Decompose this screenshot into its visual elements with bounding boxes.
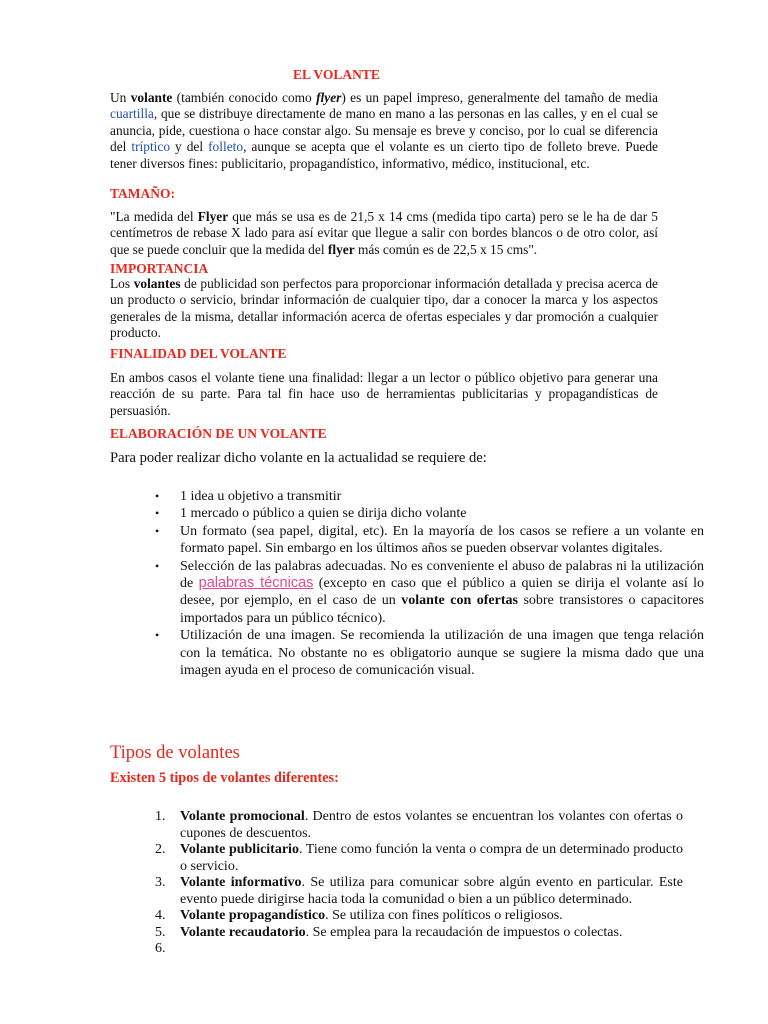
- text-run: sobre transistores o capacitores importados para un público técnico).: [180, 593, 704, 626]
- list-item: [155, 875, 683, 908]
- type-name: Volante informativo: [180, 875, 302, 890]
- link-cuartilla[interactable]: cuartilla: [110, 106, 154, 122]
- type-description: . Se utiliza para comunicar sobre algún evento en particular. Este evento puede dirigirse hacia toda la comunidad o bien a un público determinado.: [180, 875, 683, 907]
- list-number: 1.: [155, 809, 166, 824]
- link-triptico[interactable]: tríptico: [131, 139, 171, 155]
- text-run: ) es un papel impreso, generalmente del tamaño de media: [341, 90, 658, 105]
- bold-term: flyer: [327, 241, 355, 257]
- link-folleto[interactable]: folleto: [208, 139, 244, 155]
- text-run: y del: [170, 139, 209, 155]
- text-run: Los: [110, 276, 134, 291]
- finalidad-heading: FINALIDAD DEL VOLANTE: [110, 346, 287, 361]
- type-name: Volante propagandístico: [180, 908, 326, 923]
- bold-term: Flyer: [197, 209, 229, 224]
- list-item: • Un formato (sea papel, digital, etc). En la mayoría de los casos se refiere a un volante en formato papel. Sin embargo en los últimos años se pueden observar volantes digitales.: [180, 523, 704, 558]
- list-number: 2.: [155, 842, 166, 857]
- list-number: 3.: [155, 875, 166, 890]
- type-description: . Dentro de estos volantes se encuentran los volantes con ofertas o cupones de descuentos.: [180, 809, 683, 841]
- text-run: de publicidad son perfectos para proporcionar información detallada y precisa acerca de un producto o servicio, brindar información de cualquier tipo, dar a conocer la marca y los aspectos generales de la misma, detallar información acerca de ofertas especiales y dar promoción a cualquier producto.: [110, 276, 658, 341]
- text-run: (excepto en caso que el público a quien se dirija el volante así lo desee, por ejemplo, en el caso de un: [180, 576, 705, 609]
- list-item: [155, 809, 683, 842]
- bold-term: volante con ofertas: [401, 593, 518, 609]
- text-run: , que se distribuye directamente de mano en mano a las personas en las calles, y en el cual se anuncia, pide, cuestiona o hace constar algo. Su mensaje es breve y conciso, por lo cual se diferencia del: [110, 106, 658, 155]
- text-run: "La medida del: [110, 209, 198, 224]
- requirements-list: [134, 488, 704, 679]
- text-run: , aunque se acepta que el volante es un cierto tipo de folleto breve. Puede tener diversos fines: publicitario, propagandístico, informativo, médico, institucional, etc.: [110, 139, 658, 171]
- list-item: [155, 941, 683, 958]
- list-item: [155, 842, 683, 875]
- tipos-heading: Tipos de volantes: [110, 743, 240, 763]
- importancia-heading: IMPORTANCIA: [110, 261, 209, 276]
- list-item: [180, 558, 704, 628]
- list-number: 5.: [155, 924, 166, 940]
- type-name: Volante publicitario: [180, 842, 299, 857]
- tamano-paragraph: [110, 209, 658, 258]
- type-description: . Se utiliza con fines políticos o religiosos.: [325, 908, 563, 923]
- list-number: 6.: [155, 941, 166, 956]
- intro-paragraph: [110, 90, 658, 172]
- importancia-paragraph: [110, 276, 658, 342]
- elaboracion-intro: Para poder realizar dicho volante en la actualidad se requiere de:: [110, 450, 487, 466]
- list-item: • Utilización de una imagen. Se recomienda la utilización de una imagen que tenga relación con la temática. No obstante no es obligatorio aunque se sugiere la misma dado que una imagen ayuda en el proceso de comunicación visual.: [180, 627, 704, 679]
- list-item: [155, 908, 683, 925]
- bold-term: volante: [130, 90, 173, 105]
- link-palabras-tecnicas[interactable]: palabras técnicas: [198, 575, 314, 592]
- document-title: EL VOLANTE: [293, 67, 380, 82]
- types-list: [155, 809, 683, 958]
- list-item: [155, 924, 683, 942]
- tamano-heading: TAMAÑO:: [110, 186, 175, 201]
- type-description: . Tiene como función la venta o compra de un determinado producto o servicio.: [180, 842, 683, 874]
- text-run: (también conocido como: [172, 90, 317, 105]
- list-item: • 1 mercado o público a quien se dirija dicho volante: [180, 505, 704, 522]
- text-run: más común es de 22,5 x 15 cms".: [354, 241, 538, 257]
- finalidad-paragraph: En ambos casos el volante tiene una finalidad: llegar a un lector o público objetivo para generar una reacción de su parte. Para tal fin hace uso de herramientas publicitarias y propagandísticas de persuasión.: [110, 370, 658, 418]
- tipos-subheading: Existen 5 tipos de volantes diferentes:: [110, 770, 339, 786]
- type-name: Volante recaudatorio: [180, 924, 306, 940]
- italic-term: flyer: [316, 90, 342, 105]
- text-run: que más se usa es de 21,5 x 14 cms (medida tipo carta) pero se le ha de dar 5 centímetros de rebase X lado para así evitar que llegue a salir con bordes blancos o de otro color, así que se puede concluir que la medida del: [110, 209, 658, 257]
- elaboracion-heading: ELABORACIÓN DE UN VOLANTE: [110, 426, 327, 441]
- text-run: Selección de las palabras adecuadas. No es conveniente el abuso de palabras ni la utilización de: [180, 558, 704, 592]
- list-number: 4.: [155, 908, 166, 923]
- list-item: • 1 idea u objetivo a transmitir: [180, 488, 704, 505]
- type-description: . Se emplea para la recaudación de impuestos o colectas.: [305, 924, 623, 940]
- text-run: Un: [110, 90, 131, 105]
- type-name: Volante promocional: [180, 809, 305, 824]
- bold-term: volantes: [133, 276, 181, 291]
